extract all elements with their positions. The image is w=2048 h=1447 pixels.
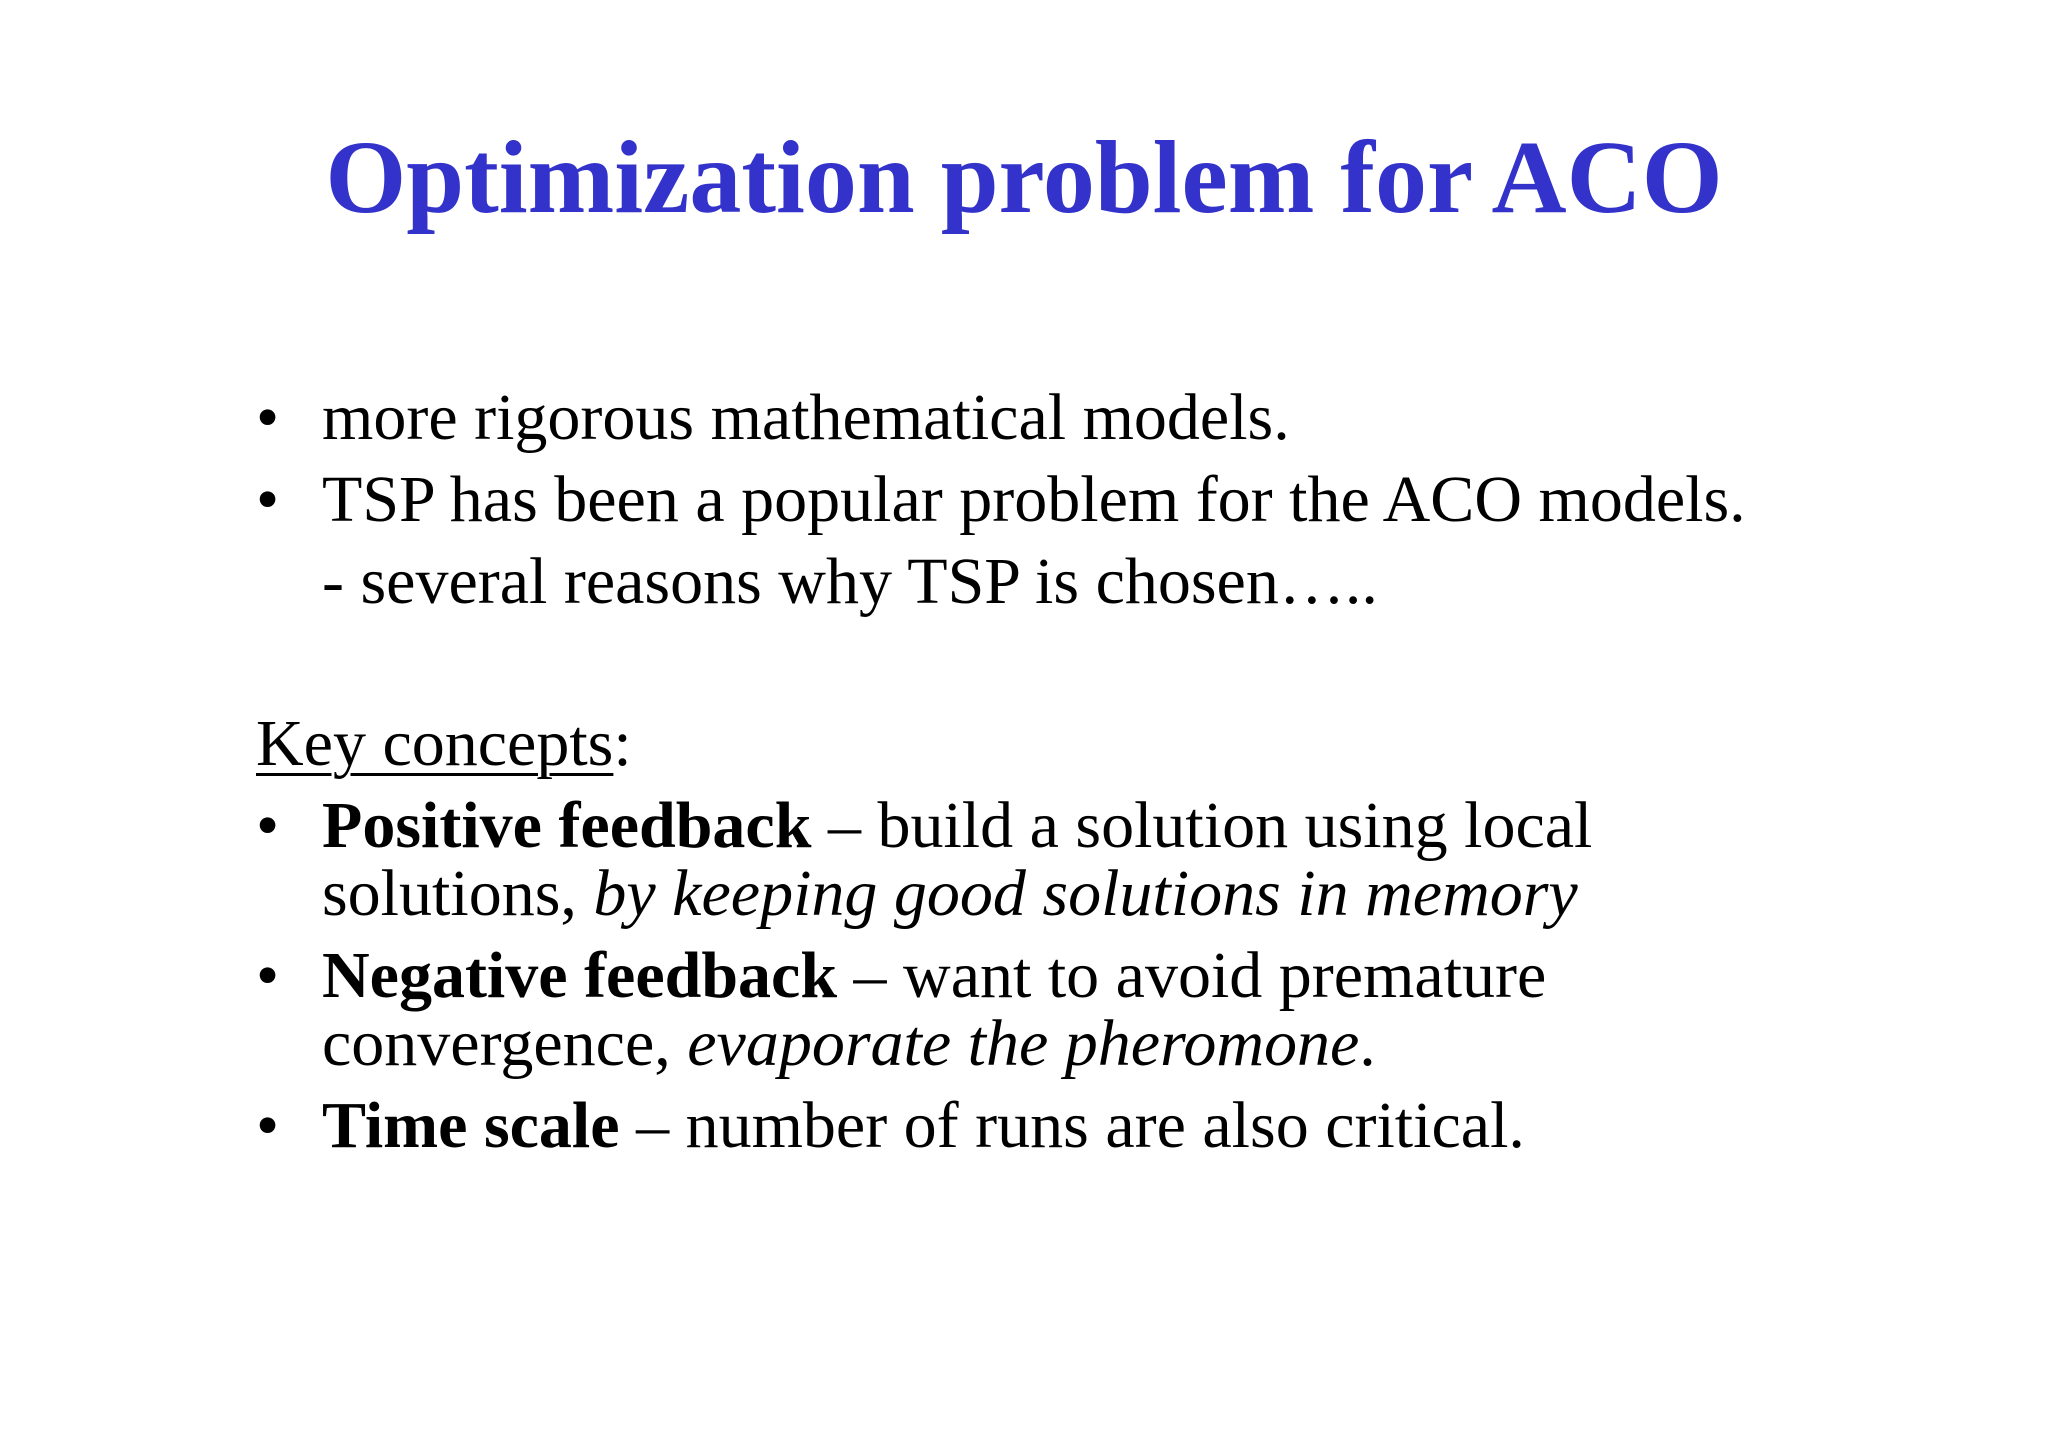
- concept-3-term: Time scale: [322, 1089, 620, 1162]
- key-concepts-heading: [256, 706, 632, 782]
- key-concepts-label: Key concepts: [256, 707, 614, 780]
- slide-title: Optimization problem for ACO: [325, 120, 1723, 235]
- concept-2-line-2-plain: convergence,: [322, 1007, 688, 1080]
- concept-1-line-1-rest: – build a solution using local: [811, 789, 1593, 862]
- concept-1-line-2-italic: by keeping good solutions in memory: [593, 857, 1578, 930]
- concept-2-line-2-end: .: [1359, 1007, 1376, 1080]
- concept-1-line-2-plain: solutions,: [322, 857, 594, 930]
- bullet-icon: •: [256, 939, 280, 1012]
- concept-2-line-1: [322, 938, 1546, 1014]
- concept-3-line-1-rest: – number of runs are also critical.: [619, 1089, 1525, 1162]
- concept-2-line-1-rest: – want to avoid premature: [837, 939, 1547, 1012]
- concept-1-line-2: [322, 856, 1578, 932]
- concept-2-line-2: [322, 1006, 1376, 1082]
- bullet-icon: •: [256, 381, 280, 454]
- bullet-icon: •: [256, 1089, 280, 1162]
- bullet-icon: •: [256, 789, 280, 862]
- intro-bullet-1-text: more rigorous mathematical models.: [322, 381, 1290, 454]
- bullet-icon: •: [256, 463, 280, 536]
- intro-bullet-2-subtext: - several reasons why TSP is chosen…..: [322, 545, 1378, 618]
- intro-bullet-2-text: TSP has been a popular problem for the ACO models.: [322, 463, 1746, 536]
- concept-2-term: Negative feedback: [322, 939, 838, 1012]
- key-concepts-colon: :: [613, 707, 632, 780]
- concept-3-line-1: [322, 1088, 1525, 1164]
- concept-1-line-1: [322, 788, 1592, 864]
- concept-2-line-2-italic: evaporate the pheromone: [687, 1007, 1360, 1080]
- concept-1-term: Positive feedback: [322, 789, 812, 862]
